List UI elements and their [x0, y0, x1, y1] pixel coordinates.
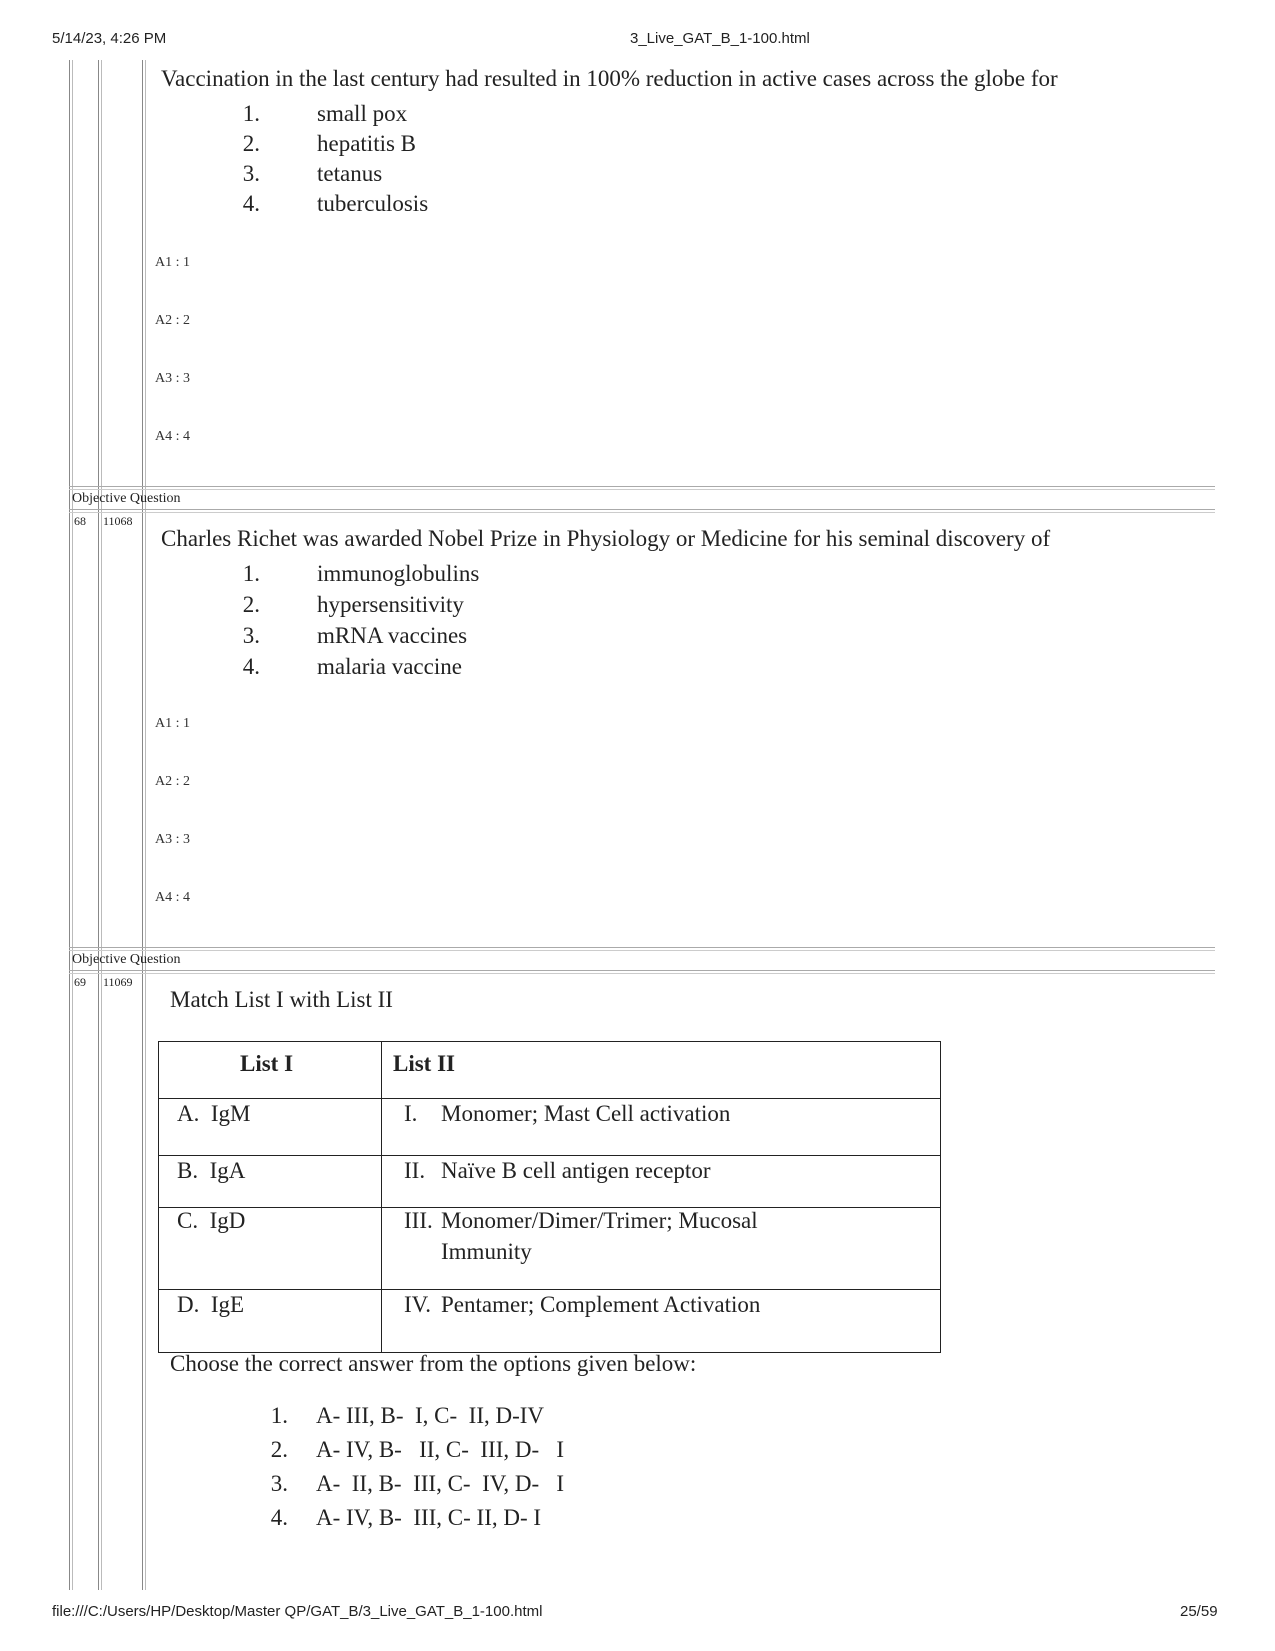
option-number: 4.: [242, 191, 260, 216]
table-cell-list-1: D. IgE: [177, 1292, 245, 1317]
option-text: small pox: [317, 101, 408, 126]
option-number: 3.: [270, 1471, 288, 1496]
table-row: [159, 1155, 940, 1208]
print-datetime: 5/14/23, 4:26 PM: [52, 30, 167, 47]
table-cell-roman: III.: [404, 1208, 433, 1233]
table-cell-roman: I.: [404, 1101, 418, 1126]
match-table: [158, 1041, 941, 1353]
option-text: tetanus: [317, 161, 383, 186]
table-row: [159, 1289, 940, 1350]
table-cell-list-1: C. IgD: [177, 1208, 246, 1233]
question-serial: 68: [74, 514, 86, 528]
answer-key-3: A3 : 3: [155, 832, 190, 847]
option-text: hypersensitivity: [317, 592, 464, 617]
question-type-label: Objective Question: [72, 491, 181, 506]
table-cell-list-2: Monomer; Mast Cell activation: [441, 1101, 731, 1126]
option-number: 2.: [242, 131, 260, 156]
table-cell-roman: II.: [404, 1158, 426, 1183]
answer-key-1: A1 : 1: [155, 255, 190, 270]
answer-key-2: A2 : 2: [155, 774, 190, 789]
question-text: Vaccination in the last century had resulted in 100% reduction in active cases across the globe for: [161, 66, 1058, 91]
option-text: A- IV, B- II, C- III, D- I: [316, 1437, 565, 1462]
table-cell-list-1: B. IgA: [177, 1158, 246, 1183]
option-number: 4.: [242, 654, 260, 679]
option-number: 2.: [242, 592, 260, 617]
table-cell-list-1: A. IgM: [177, 1101, 251, 1126]
answer-key-1: A1 : 1: [155, 716, 190, 731]
question-intro: Match List I with List II: [170, 987, 393, 1012]
answer-key-4: A4 : 4: [155, 890, 190, 905]
table-row: [159, 1098, 940, 1155]
question-text: Charles Richet was awarded Nobel Prize in Physiology or Medicine for his seminal discovery of: [161, 526, 1051, 551]
answer-key-3: A3 : 3: [155, 371, 190, 386]
choose-instruction: Choose the correct answer from the options given below:: [170, 1351, 697, 1376]
question-id: 11068: [103, 514, 133, 528]
option-number: 3.: [242, 161, 260, 186]
option-text: mRNA vaccines: [317, 623, 468, 648]
option-text: A- IV, B- III, C- II, D- I: [316, 1505, 542, 1530]
option-number: 1.: [270, 1403, 288, 1428]
option-text: malaria vaccine: [317, 654, 462, 679]
option-number: 3.: [242, 623, 260, 648]
question-type-label: Objective Question: [72, 952, 181, 967]
print-page-title: 3_Live_GAT_B_1-100.html: [630, 30, 810, 47]
table-header-list-2: List II: [393, 1051, 455, 1076]
option-text: tuberculosis: [317, 191, 429, 216]
table-row: [159, 1207, 940, 1290]
table-cell-list-2: Pentamer; Complement Activation: [441, 1292, 761, 1317]
table-cell-list-2: Naïve B cell antigen receptor: [441, 1158, 711, 1183]
table-header-list-1: List I: [240, 1051, 294, 1076]
option-number: 4.: [270, 1505, 288, 1530]
option-text: A- III, B- I, C- II, D-IV: [316, 1403, 545, 1428]
table-cell-roman: IV.: [404, 1292, 432, 1317]
answer-key-4: A4 : 4: [155, 429, 190, 444]
option-text: immunoglobulins: [317, 561, 480, 586]
option-number: 2.: [270, 1437, 288, 1462]
answer-key-2: A2 : 2: [155, 313, 190, 328]
question-id: 11069: [103, 975, 133, 989]
table-cell-list-2-continued: Immunity: [441, 1239, 532, 1264]
option-number: 1.: [242, 101, 260, 126]
option-text: hepatitis B: [317, 131, 417, 156]
question-serial: 69: [74, 975, 86, 989]
print-file-url: file:///C:/Users/HP/Desktop/Master QP/GAT_B/3_Live_GAT_B_1-100.html: [52, 1603, 543, 1620]
print-page-counter: 25/59: [1180, 1603, 1218, 1620]
option-text: A- II, B- III, C- IV, D- I: [316, 1471, 565, 1496]
table-cell-list-2: Monomer/Dimer/Trimer; Mucosal: [441, 1208, 758, 1233]
option-number: 1.: [242, 561, 260, 586]
